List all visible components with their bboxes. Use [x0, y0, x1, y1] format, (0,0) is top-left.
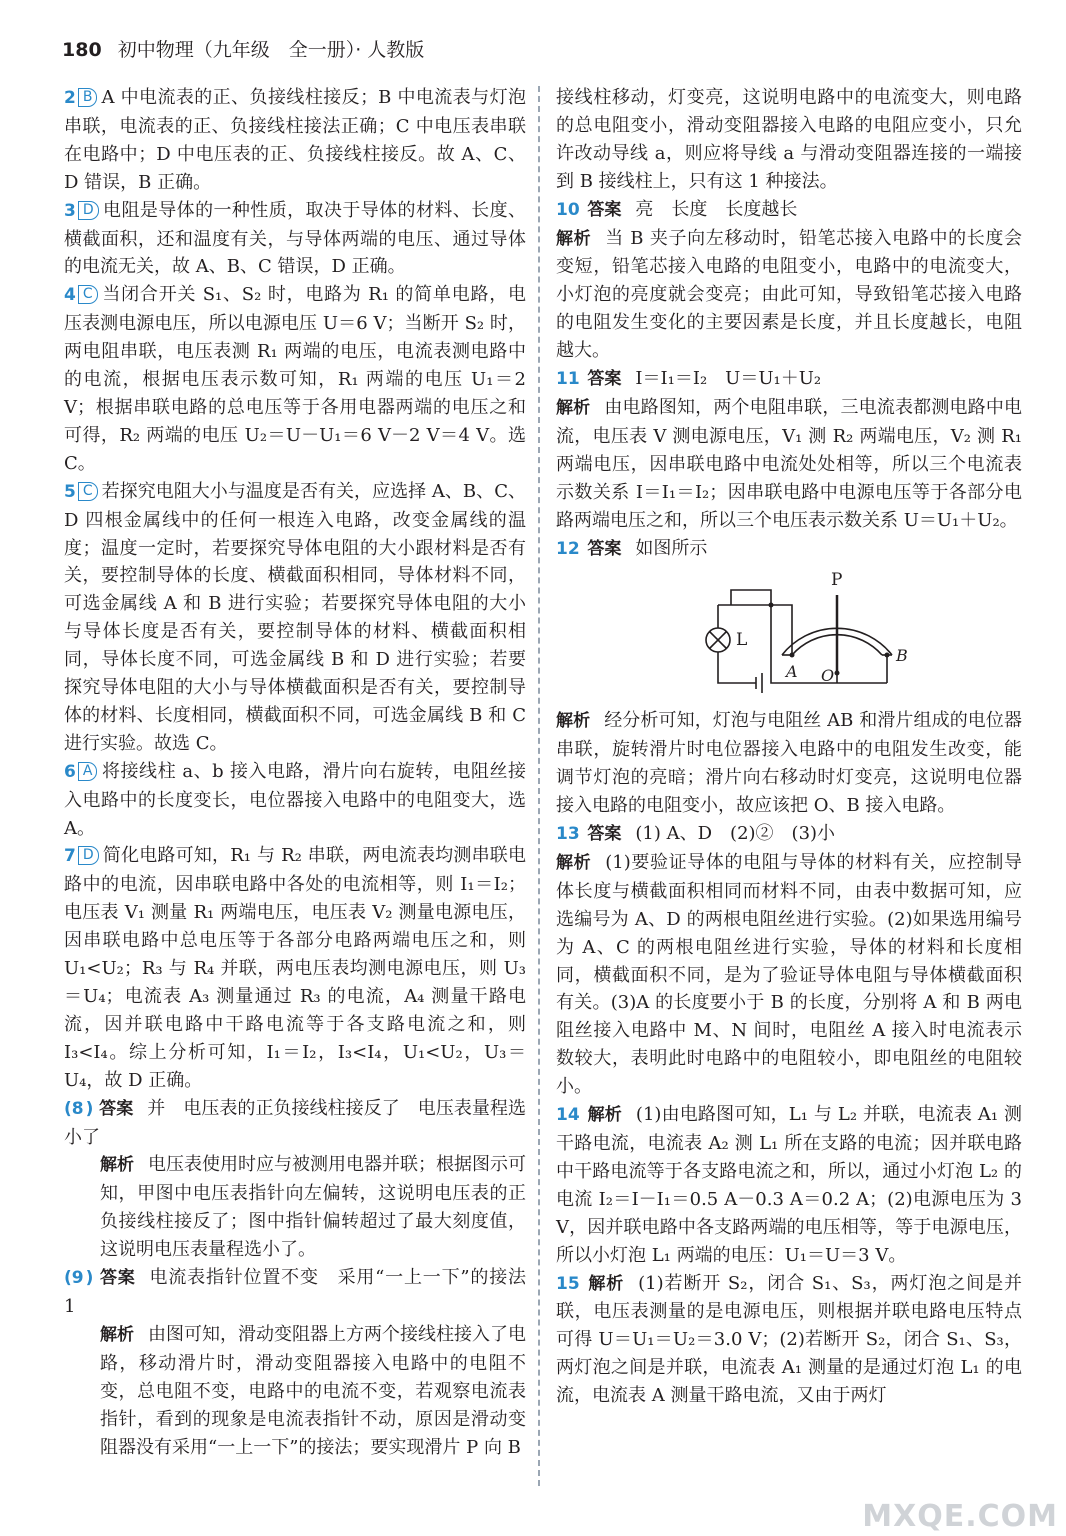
junction: [769, 603, 774, 608]
book-title: 初中物理（九年级 全一册）· 人教版: [117, 39, 425, 61]
analysis-tag: 解析: [556, 852, 592, 873]
answer-item-8: (8 ) 答案 并 电压表的正负接线柱接反了 电压表量程选小了: [64, 1097, 526, 1148]
label-b: B: [896, 646, 908, 666]
circuit-figure: [556, 565, 1022, 703]
answer-tag: 答案: [99, 1098, 134, 1119]
analysis-11: 解析 由电路图知，两个电阻串联，三电流表都测电路中电流，电压表 V 测电源电压，V₁ 测 R₂ 两端电压，V₂ 测 R₁ 两端电压，因串联电路中电流处处相等，所以三个电流表示数关系 I＝I₁＝I₂；因串联电路中电源电压等于各部分电路两端电压之和，所以三个电压表示数关系 U＝U₁＋U₂。: [556, 396, 1023, 531]
terminal-o: [835, 671, 840, 676]
analysis-9-continued: 接线柱移动，灯变亮，这说明电路中的电流变大，则电路的总电阻变小，滑动变阻器接入电路的电阻应变小，只允许改动导线 a，则应将导线 a 与滑动变阻器连接的一端接到 B 接线柱上，只有这 1 种接法。: [556, 87, 1022, 192]
answer-tag: 答案: [587, 824, 622, 845]
terminal-a: [790, 653, 795, 658]
answer-item-13: 13 答案 (1) A、D (2)② (3)小: [556, 823, 836, 845]
answer-item-12: 12 答案 如图所示: [556, 537, 708, 559]
page-number: 180: [62, 39, 102, 61]
answer-item-9: (9 ) 答案 电流表指针位置不变 采用“一上一下”的接法 1: [64, 1267, 544, 1317]
answer-item-11: 11 答案 I＝I₁＝I₂ U＝U₁＋U₂: [556, 368, 822, 390]
label-o: O: [821, 666, 835, 686]
analysis-8: 解析 电压表使用时应与被测用电器并联；根据图示可知，甲图中电压表指针向左偏转，这说明电压表的正负接线柱接反了；图中指针偏转超过了最大刻度值，这说明电压表量程选小了。: [100, 1154, 526, 1261]
analysis-tag: 解析: [556, 228, 592, 249]
answer-tag: 答案: [587, 538, 622, 559]
answer-tag: 答案: [99, 1268, 136, 1289]
right-column: [556, 84, 1022, 1410]
page-header: [62, 36, 424, 64]
answer-item-6: 6 A 将接线柱 a、b 接入电路，滑片向右旋转，电阻丝接入电路中的长度变长，电位器接入电路中的电阻变大，选 A。: [64, 760, 526, 839]
answer-item-14: 14 解析 (1)由电路图可知，L₁ 与 L₂ 并联，电流表 A₁ 测干路电流，电流表 A₂ 测 L₁ 所在支路的电流；因并联电路中干路电流等于各支路电流之和，所以，通过小灯泡 L₂ 的电流 I₂＝I－I₁＝0.5 A－0.3 A＝0.2 A；(2)电源电压为 3 V，因并联电路中各支路两端的电压相等，等于电源电压，所以小灯泡 L₁ 两端的电压：U₁＝U＝3 V。: [556, 1104, 1022, 1266]
label-p: P: [831, 570, 843, 591]
analysis-tag: 解析: [588, 1273, 625, 1294]
analysis-tag: 解析: [100, 1324, 134, 1345]
answer-item-15: 15 解析 (1)若断开 S₂，闭合 S₁、S₃，两灯泡之间是并联，电压表测量的是电源电压，则根据并联电路电压特点可得 U＝U₁＝U₂＝3.0 V；(2)若断开 S₂，闭合 S₁、S₃，两灯泡之间是并联，电流表 A₁ 测量的是通过灯泡 L₁ 的电流，电流表 A 测量干路电流，又由于两灯: [556, 1272, 1022, 1407]
choice-badge: D: [78, 201, 99, 220]
answer-tag: 答案: [587, 369, 622, 390]
watermark-logo: MXQE.COM: [862, 1499, 1058, 1534]
answer-item-3: 3 D 电阻是导体的一种性质，取决于导体的材料、长度、横截面积，还和温度有关，与导体两端的电压、通过导体的电流无关，故 A、B、C 错误，D 正确。: [64, 199, 526, 278]
choice-badge: C: [78, 285, 98, 304]
answer-item-4: 4 C 当闭合开关 S₁、S₂ 时，电路为 R₁ 的简单电路，电压表测电源电压，所以电源电压 U＝6 V；当断开 S₂ 时，两电阻串联，电压表测 R₁ 两端的电压，电流表测电路中的电流，根据电压表示数可知，R₁ 两端的电压 U₁＝2 V；根据串联电路的总电压等于各用电器两端的电压之和可得，R₂ 两端的电压 U₂＝U－U₁＝6 V－2 V＝4 V。选 C。: [64, 284, 526, 474]
label-a: A: [786, 662, 798, 682]
choice-badge: A: [78, 762, 98, 781]
analysis-13: 解析 (1)要验证导体的电阻与导体的材料有关，应控制导体长度与横截面积相同而材料不同，由表中数据可知，应选编号为 A、D 的两根电阻丝进行实验。(2)如果选用编号为 A、C 的两根电阻丝进行实验，导体的材料和长度相同，横截面积不同，是为了验证导体电阻与导体横截面积有关。(3)A 的长度要小于 B 的长度，分别将 A 和 B 两电阻丝接入电路中 M、N 间时，电阻丝 A 接入时电流表示数较大，表明此时电路中的电阻较小，即电阻丝的电阻较小。: [556, 851, 1022, 1098]
analysis-9: 解析 由图可知，滑动变阻器上方两个接线柱接入了电路，移动滑片时，滑动变阻器接入电路中的电阻不变，总电阻不变，电路中的电流不变，若观察电流表指针，看到的现象是电流表指针不动，原因是滑动变阻器没有采用“一上一下”的接法；要实现滑片 P 向 B: [100, 1323, 526, 1458]
analysis-tag: 解析: [556, 397, 591, 418]
left-column: [64, 84, 544, 1461]
answer-item-7: 7 D 简化电路可知，R₁ 与 R₂ 串联，两电流表均测串联电路中的电流，因串联电路中各处的电流相等，则 I₁＝I₂；电压表 V₁ 测量 R₁ 两端电压，电压表 V₂ 测量电源电压，因串联电路中总电压等于各部分电路两端电压之和，则 U₁<U₂；R₃ 与 R₄ 并联，两电压表均测电源电压，则 U₃＝U₄；电流表 A₃ 测量通过 R₃ 的电流，A₄ 测量干路电流，因并联电路中干路电流等于各支路电流之和，则 I₃<I₄。综上分析可知，I₁＝I₂，I₃<I₄，U₁<U₂，U₃＝U₄，故 D 正确。: [64, 845, 526, 1091]
answer-tag: 答案: [587, 199, 622, 220]
analysis-10: 解析 当 B 夹子向左移动时，铅笔芯接入电路中的长度会变短，铅笔芯接入电路的电阻变小，电路中的电流变大，小灯泡的亮度就会变亮；由此可知，导致铅笔芯接入电路的电阻发生变化的主要因素是长度，并且长度越长，电阻越大。: [556, 227, 1023, 362]
analysis-tag: 解析: [556, 711, 591, 732]
answer-item-10: 10 答案 亮 长度 长度越长: [556, 198, 798, 220]
choice-badge: B: [78, 88, 98, 107]
answer-item-5: 5 C 若探究电阻大小与温度是否有关，应选择 A、B、C、D 四根金属线中的任何一根连入电路，改变金属线的温度；温度一定时，若要探究导体电阻的大小跟材料是否有关，要控制导体的长度、横截面积相同，导体材料不同，可选金属线 A 和 B 进行实验；若要探究导体电阻的大小与导体长度是否有关，要控制导体的材料、横截面积相同，导体长度不同，可选金属线 B 和 D 进行实验；若要探究导体电阻的大小与导体横截面积是否有关，要控制导体的材料、长度相同，横截面积不同，可选金属线 B 和 C 进行实验。故选 C。: [64, 480, 526, 754]
analysis-12: 解析 经分析可知，灯泡与电阻丝 AB 和滑片组成的电位器串联，旋转滑片时电位器接入电路中的电阻发生改变，能调节灯泡的亮暗；滑片向右移动时灯变亮，这说明电位器接入电路的电阻变小，故应该把 O、B 接入电路。: [556, 710, 1023, 817]
analysis-tag: 解析: [100, 1155, 134, 1176]
analysis-tag: 解析: [587, 1105, 622, 1126]
circuit-diagram: [556, 565, 1022, 703]
choice-badge: C: [78, 482, 98, 501]
terminal-b: [885, 653, 890, 658]
wire: [771, 605, 792, 653]
answer-item-2: 2 B A 中电流表的正、负接线柱接反；B 中电流表与灯泡串联，电流表的正、负接线柱接法正确；C 中电压表串联在电路中；D 中电压表的正、负接线柱接反。故 A、C、D 错误，B 正确。: [64, 87, 526, 193]
choice-badge: D: [78, 846, 99, 865]
label-l: L: [736, 630, 748, 651]
